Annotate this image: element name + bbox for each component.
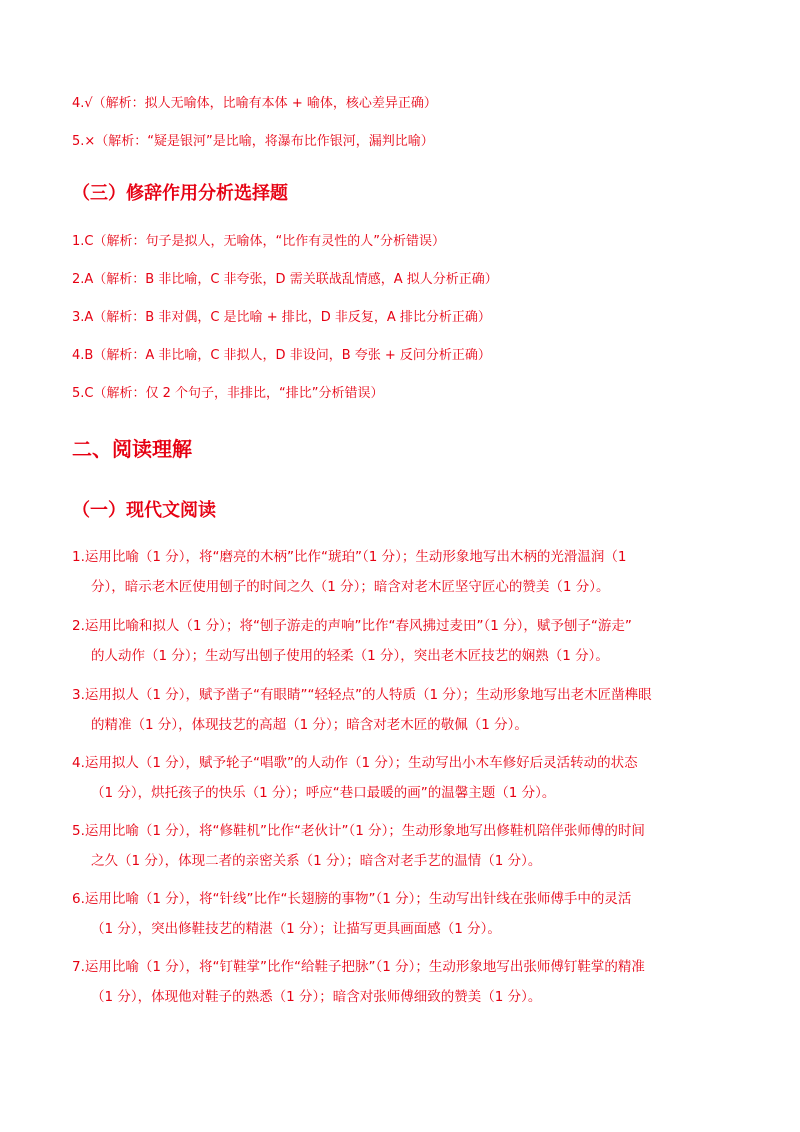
answer-line: 5.C（解析：仅 2 个句子，非排比，“排比”分析错误） <box>72 386 384 401</box>
answer-line: 4.√（解析：拟人无喻体，比喻有本体 + 喻体，核心差异正确） <box>72 96 437 111</box>
answer-item <box>72 748 732 808</box>
answer-item <box>72 816 732 876</box>
answer-line: 1.C（解析：句子是拟人，无喻体，“比作有灵性的人”分析错误） <box>72 234 445 249</box>
answer-item <box>72 680 732 740</box>
answer-line: 3.运用拟人（1 分），赋予凿子“有眼睛”“轻轻点”的人特质（1 分）；生动形象地写出老木匠凿榫眼 <box>72 687 652 703</box>
answer-continuation: （1 分），体现他对鞋子的熟悉（1 分）；暗含对张师傅细致的赞美（1 分）。 <box>91 989 542 1005</box>
section-heading: （一）现代文阅读 <box>72 500 216 521</box>
answer-line: 5.运用比喻（1 分），将“修鞋机”比作“老伙计”（1 分）；生动形象地写出修鞋机陪伴张师傅的时间 <box>72 823 645 839</box>
answer-continuation: （1 分），烘托孩子的快乐（1 分）；呼应“巷口最暖的画”的温馨主题（1 分）。 <box>91 785 556 801</box>
answer-item <box>72 952 732 1012</box>
answer-line: 1.运用比喻（1 分），将“磨亮的木柄”比作“琥珀”（1 分）；生动形象地写出木柄的光滑温润（1 <box>72 549 627 565</box>
answer-line: 6.运用比喻（1 分），将“针线”比作“长翅膀的事物”（1 分）；生动写出针线在张师傅手中的灵活 <box>72 891 632 907</box>
answer-item <box>72 884 732 944</box>
answer-continuation: （1 分），突出修鞋技艺的精湛（1 分）；让描写更具画面感（1 分）。 <box>91 921 501 937</box>
answer-continuation: 分），暗示老木匠使用刨子的时间之久（1 分）；暗含对老木匠坚守匠心的赞美（1 分）。 <box>91 579 610 595</box>
answer-line: 2.A（解析：B 非比喻，C 非夸张，D 需关联战乱情感，A 拟人分析正确） <box>72 272 498 287</box>
answer-line: 5.×（解析：“疑是银河”是比喻，将瀑布比作银河，漏判比喻） <box>72 134 434 149</box>
answer-continuation: 之久（1 分），体现二者的亲密关系（1 分）；暗含对老手艺的温情（1 分）。 <box>91 853 542 869</box>
part-heading: 二、阅读理解 <box>72 437 192 461</box>
answer-continuation: 的人动作（1 分）；生动写出刨子使用的轻柔（1 分），突出老木匠技艺的娴熟（1 分）。 <box>91 648 609 664</box>
answer-line: 4.运用拟人（1 分），赋予轮子“唱歌”的人动作（1 分）；生动写出小木车修好后灵活转动的状态 <box>72 755 638 771</box>
answer-item <box>72 542 732 602</box>
section-heading: （三）修辞作用分析选择题 <box>72 183 288 204</box>
answer-item <box>72 611 732 671</box>
answer-line: 2.运用比喻和拟人（1 分）；将“刨子游走的声响”比作“春风拂过麦田”（1 分），赋予刨子“游走” <box>72 618 632 634</box>
answer-continuation: 的精准（1 分），体现技艺的高超（1 分）；暗含对老木匠的敬佩（1 分）。 <box>91 717 528 733</box>
answer-line: 7.运用比喻（1 分），将“钉鞋掌”比作“给鞋子把脉”（1 分）；生动形象地写出张师傅钉鞋掌的精准 <box>72 959 645 975</box>
answer-line: 3.A（解析：B 非对偶，C 是比喻 + 排比，D 非反复，A 排比分析正确） <box>72 310 491 325</box>
answer-line: 4.B（解析：A 非比喻，C 非拟人，D 非设问，B 夸张 + 反问分析正确） <box>72 348 491 363</box>
